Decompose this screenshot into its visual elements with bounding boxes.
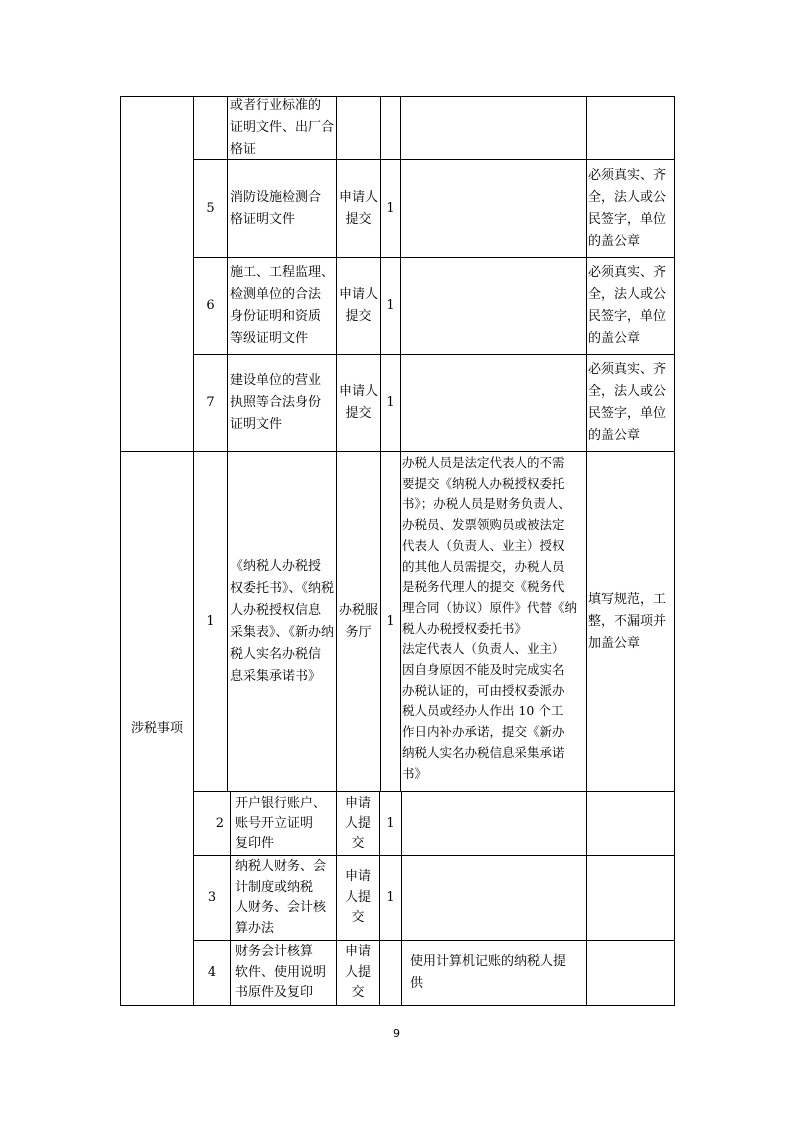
copies: 1 (386, 815, 395, 831)
copies: 1 (386, 200, 395, 216)
row-number: 2 (215, 815, 224, 831)
category-tax-label: 涉税事项 (130, 720, 183, 736)
submit-method: 申请 人提 交 (344, 795, 371, 851)
material-name: 施工、工程监理、 检测单位的合法 身份证明和资质 等级证明文件 (230, 265, 335, 346)
copies: 1 (386, 395, 395, 410)
material-name: 建设单位的营业 执照等合法身份 证明文件 (230, 373, 322, 432)
category-tax-cell (121, 452, 193, 1005)
page-number: 9 (393, 1027, 400, 1040)
copies: 1 (386, 613, 395, 629)
row-number: 6 (206, 298, 215, 313)
requirement: 必须真实、齐 全，法人或公 民签字，单位 的盖公章 (588, 167, 667, 249)
material-name: 《纳税人办税授 权委托书》、《纳税 人办税授权信息 采集表》、《新办纳 税人实名办税信 息采集承诺书》 (230, 558, 335, 684)
row-number: 3 (207, 890, 217, 905)
copies: 1 (386, 298, 395, 313)
submit-method: 办税服 务厅 (338, 602, 378, 640)
requirement: 填写规范，工 整，不漏项并 加盖公章 (588, 591, 667, 651)
remark: 使用计算机记账的纳税人提 供 (410, 954, 567, 991)
material-name: 消防设施检测合 格证明文件 (230, 189, 322, 227)
row-number: 4 (207, 965, 217, 980)
requirement: 必须真实、齐 全，法人或公 民签字，单位 的盖公章 (588, 265, 667, 346)
submit-method: 申请人 提交 (338, 384, 378, 421)
requirement: 必须真实、齐 全，法人或公 民签字，单位 的盖公章 (588, 362, 667, 443)
row-number: 1 (206, 613, 215, 629)
material-name: 开户银行账户、 账号开立证明 复印件 (235, 795, 327, 851)
remark: 办税人员是法定代表人的不需 要提交《纳税人办税授权委托 书》；办税人员是财务负责人、 办税员、发票领购员或被法定 代表人（负责人、业主）授权 的其他人员需提交，办税人员 是税务代理人的提交《税务代 理合同（协议）原件》代替《纳 税人办税授权委托书》 法定代表人（负责人、业主） 因自身原因不能及时完成实名 办税认证的，可由授权委派办 税人员或经办人作出 10 个工 作日内补办承诺，提交《新办 纳税人实名办税信息采集承诺 书》 (402, 455, 578, 781)
material-name: 财务会计核算 软件、使用说明 书原件及复印 (235, 944, 327, 1001)
submit-method: 申请 人提 交 (344, 869, 371, 926)
row-number: 7 (206, 395, 215, 410)
material-name: 纳税人财务、会 计制度或纳税 人财务、会计核 算办法 (235, 859, 327, 936)
row-number: 5 (206, 200, 215, 216)
submit-method: 申请人 提交 (338, 287, 378, 324)
material-name: 或者行业标准的 证明文件、出厂合 格证 (230, 98, 335, 157)
submit-method: 申请 人提 交 (344, 944, 371, 1001)
submit-method: 申请人 提交 (338, 189, 378, 227)
copies: 1 (386, 890, 395, 905)
